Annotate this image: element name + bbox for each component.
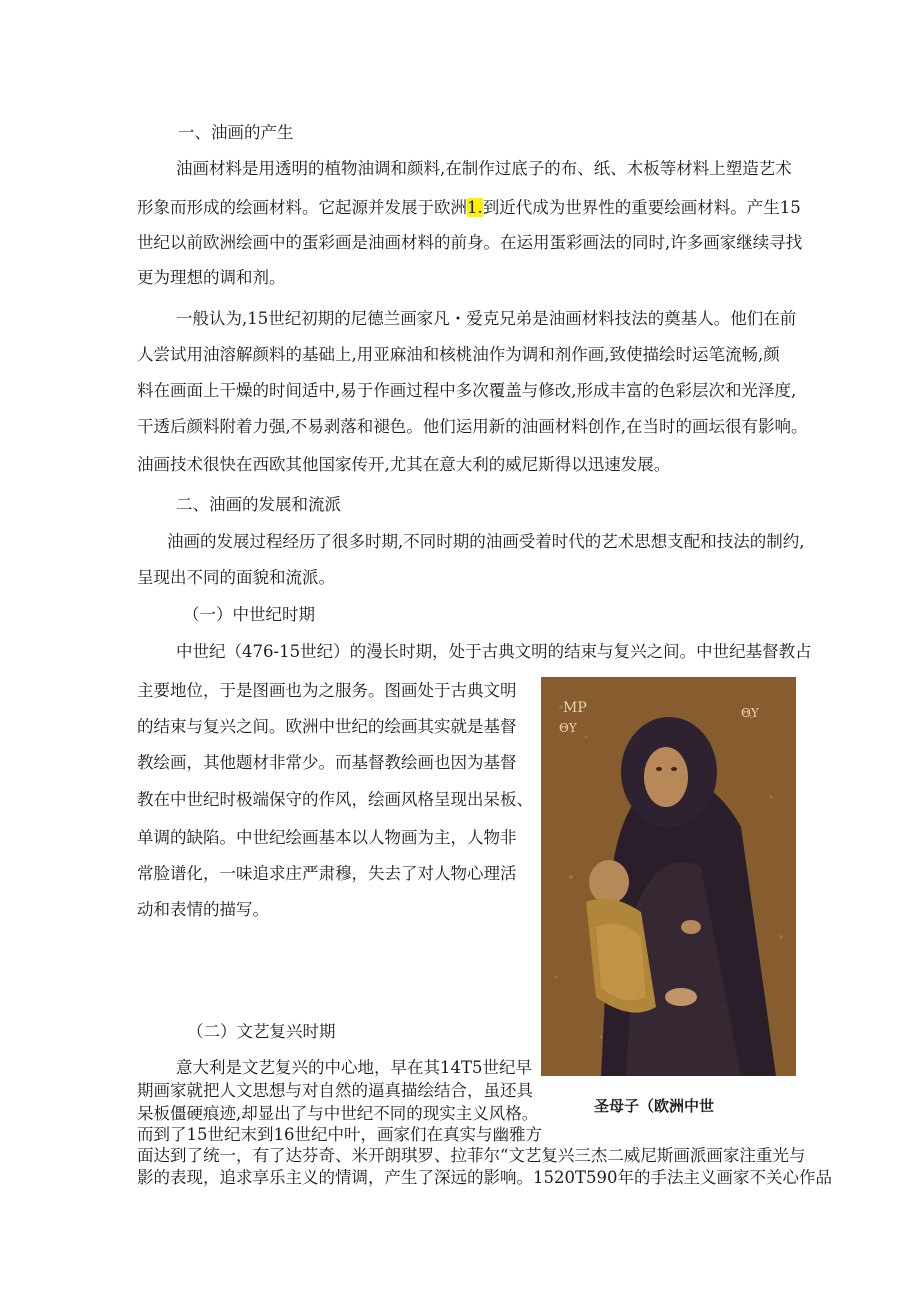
- paragraph-line: 中世纪（476-15世纪）的漫长时期，处于古典文明的结束与复兴之间。中世纪基督教占: [176, 642, 812, 661]
- paragraph-line: 呆板僵硬痕迹,却显出了与中世纪不同的现实主义风格。: [137, 1104, 539, 1123]
- section-heading-development: 二、油画的发展和流派: [176, 495, 341, 514]
- section-heading-origin: 一、油画的产生: [178, 123, 294, 142]
- paragraph-line: 呈现出不同的面貌和流派。: [137, 568, 335, 587]
- madonna-and-child-image: [541, 677, 796, 1076]
- paragraph-line: 更为理想的调和剂。: [137, 268, 286, 287]
- paragraph-line: 动和表情的描写。: [137, 900, 269, 919]
- icon-painting-illustration: [541, 677, 796, 1076]
- image-caption: 圣母子（欧洲中世: [594, 1097, 715, 1115]
- paragraph-line: 教在中世纪时极端保守的作风，绘画风格呈现出呆板、: [137, 790, 533, 809]
- paragraph-line: 油画的发展过程经历了很多时期,不同时期的油画受着时代的艺术思想支配和技法的制约,: [167, 532, 805, 551]
- paragraph-line: 意大利是文艺复兴的中心地，早在其14T5世纪早: [176, 1058, 532, 1077]
- highlight-mark: 1.: [467, 198, 483, 217]
- paragraph-line: 教绘画，其他题材非常少。而基督教绘画也因为基督: [137, 753, 517, 772]
- paragraph-line: 油画技术很快在西欧其他国家传开,尤其在意大利的威尼斯得以迅速发展。: [137, 455, 671, 474]
- paragraph-line: 影的表现，追求享乐主义的情调，产生了深远的影响。1520T590年的手法主义画家不关心作品: [137, 1168, 832, 1187]
- paragraph-line: 单调的缺陷。中世纪绘画基本以人物画为主，人物非: [137, 828, 517, 847]
- paragraph-line: 而到了15世纪末到16世纪中叶，画家们在真实与幽雅方: [137, 1125, 542, 1144]
- paragraph-line: 面达到了统一，有了达芬奇、米开朗琪罗、拉菲尔“文艺复兴三杰二威尼斯画派画家注重光与: [137, 1146, 806, 1165]
- paragraph-line: 主要地位，于是图画也为之服务。图画处于古典文明: [137, 681, 517, 700]
- paragraph-line: 人尝试用油溶解颜料的基础上,用亚麻油和核桃油作为调和剂作画,致使描绘时运笔流畅,颜: [137, 345, 780, 364]
- text-run: 到近代成为世界性的重要绘画材料。产生15: [482, 198, 801, 217]
- paragraph-line: [137, 198, 801, 218]
- paragraph-line: 的结束与复兴之间。欧洲中世纪的绘画其实就是基督: [137, 717, 517, 736]
- paragraph-line: 世纪以前欧洲绘画中的蛋彩画是油画材料的前身。在运用蛋彩画法的同时,许多画家继续寻找: [137, 233, 803, 252]
- svg-text:ΘΥ: ΘΥ: [741, 706, 759, 720]
- text-run: 形象而形成的绘画材料。它起源并发展于欧洲: [137, 198, 467, 217]
- paragraph-line: 常脸谱化，一味追求庄严肃穆，失去了对人物心理活: [137, 864, 517, 883]
- svg-text:ΘΥ: ΘΥ: [559, 721, 577, 735]
- paragraph-line: 一般认为,15世纪初期的尼德兰画家凡・爱克兄弟是油画材料技法的奠基人。他们在前: [176, 309, 797, 328]
- paragraph-line: 干透后颜料附着力强,不易剥落和褪色。他们运用新的油画材料创作,在当时的画坛很有影响。: [137, 417, 808, 436]
- subsection-heading-renaissance: （二）文艺复兴时期: [187, 1022, 336, 1041]
- svg-text:MP: MP: [563, 700, 587, 716]
- paragraph-line: 油画材料是用透明的植物油调和颜料,在制作过底子的布、纸、木板等材料上塑造艺术: [176, 159, 792, 178]
- subsection-heading-medieval: （一）中世纪时期: [183, 605, 315, 624]
- paragraph-line: 料在画面上干燥的时间适中,易于作画过程中多次覆盖与修改,形成丰富的色彩层次和光泽度,: [137, 381, 797, 400]
- paragraph-line: 期画家就把人文思想与对自然的逼真描绘结合，虽还具: [137, 1081, 533, 1100]
